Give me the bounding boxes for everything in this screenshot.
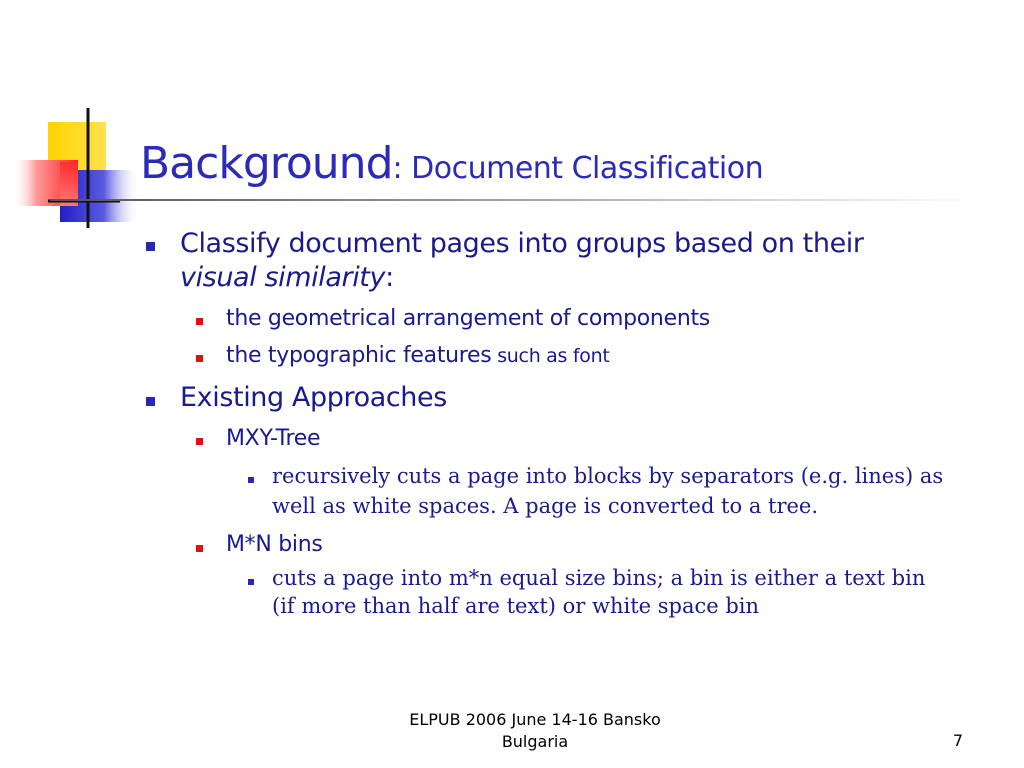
sub-bullet-mn-bins: M*N bins [226, 532, 323, 557]
sub-bullet-geometry: the geometrical arrangement of components [226, 306, 710, 331]
bullet-existing-approaches: Existing Approaches [180, 382, 447, 413]
bullet-marker [146, 242, 155, 251]
detail-mn-bins-line1: cuts a page into m*n equal size bins; a bin is either a text bin [272, 566, 926, 590]
bullet-text: Classify document pages into groups based on their [180, 228, 864, 259]
italic-term: visual similarity [180, 262, 386, 293]
sub-bullet-marker [196, 355, 203, 362]
title-divider [50, 199, 980, 201]
title-main: Background [140, 138, 393, 189]
sub-bullet-typography: the typographic features such as font [226, 343, 610, 368]
footer-event-line2: Bulgaria [501, 732, 569, 751]
bullet-classify-continuation: visual similarity: [180, 262, 394, 293]
sub-bullet-marker [196, 318, 203, 325]
sub-bullet-marker [196, 438, 203, 445]
footer-event [370, 709, 700, 753]
detail-bullet-marker [248, 477, 254, 483]
bullet-marker [146, 397, 155, 406]
bullet-classify [180, 228, 864, 259]
sub-bullet-marker [196, 545, 203, 552]
sub-bullet-mxy-tree: MXY-Tree [226, 426, 321, 451]
page-number: 7 [952, 731, 964, 750]
detail-bullet-marker [248, 579, 254, 585]
detail-mxy-tree-line1: recursively cuts a page into blocks by separators (e.g. lines) as [272, 464, 944, 488]
title-subtitle: : Document Classification [392, 151, 764, 186]
detail-mxy-tree-line2: well as white spaces. A page is converted to a tree. [272, 494, 819, 518]
corner-decoration [0, 0, 1024, 240]
detail-mn-bins-line2: (if more than half are text) or white space bin [272, 594, 760, 618]
slide-title [140, 138, 763, 189]
footer-event-line1: ELPUB 2006 June 14-16 Bansko [409, 710, 661, 729]
